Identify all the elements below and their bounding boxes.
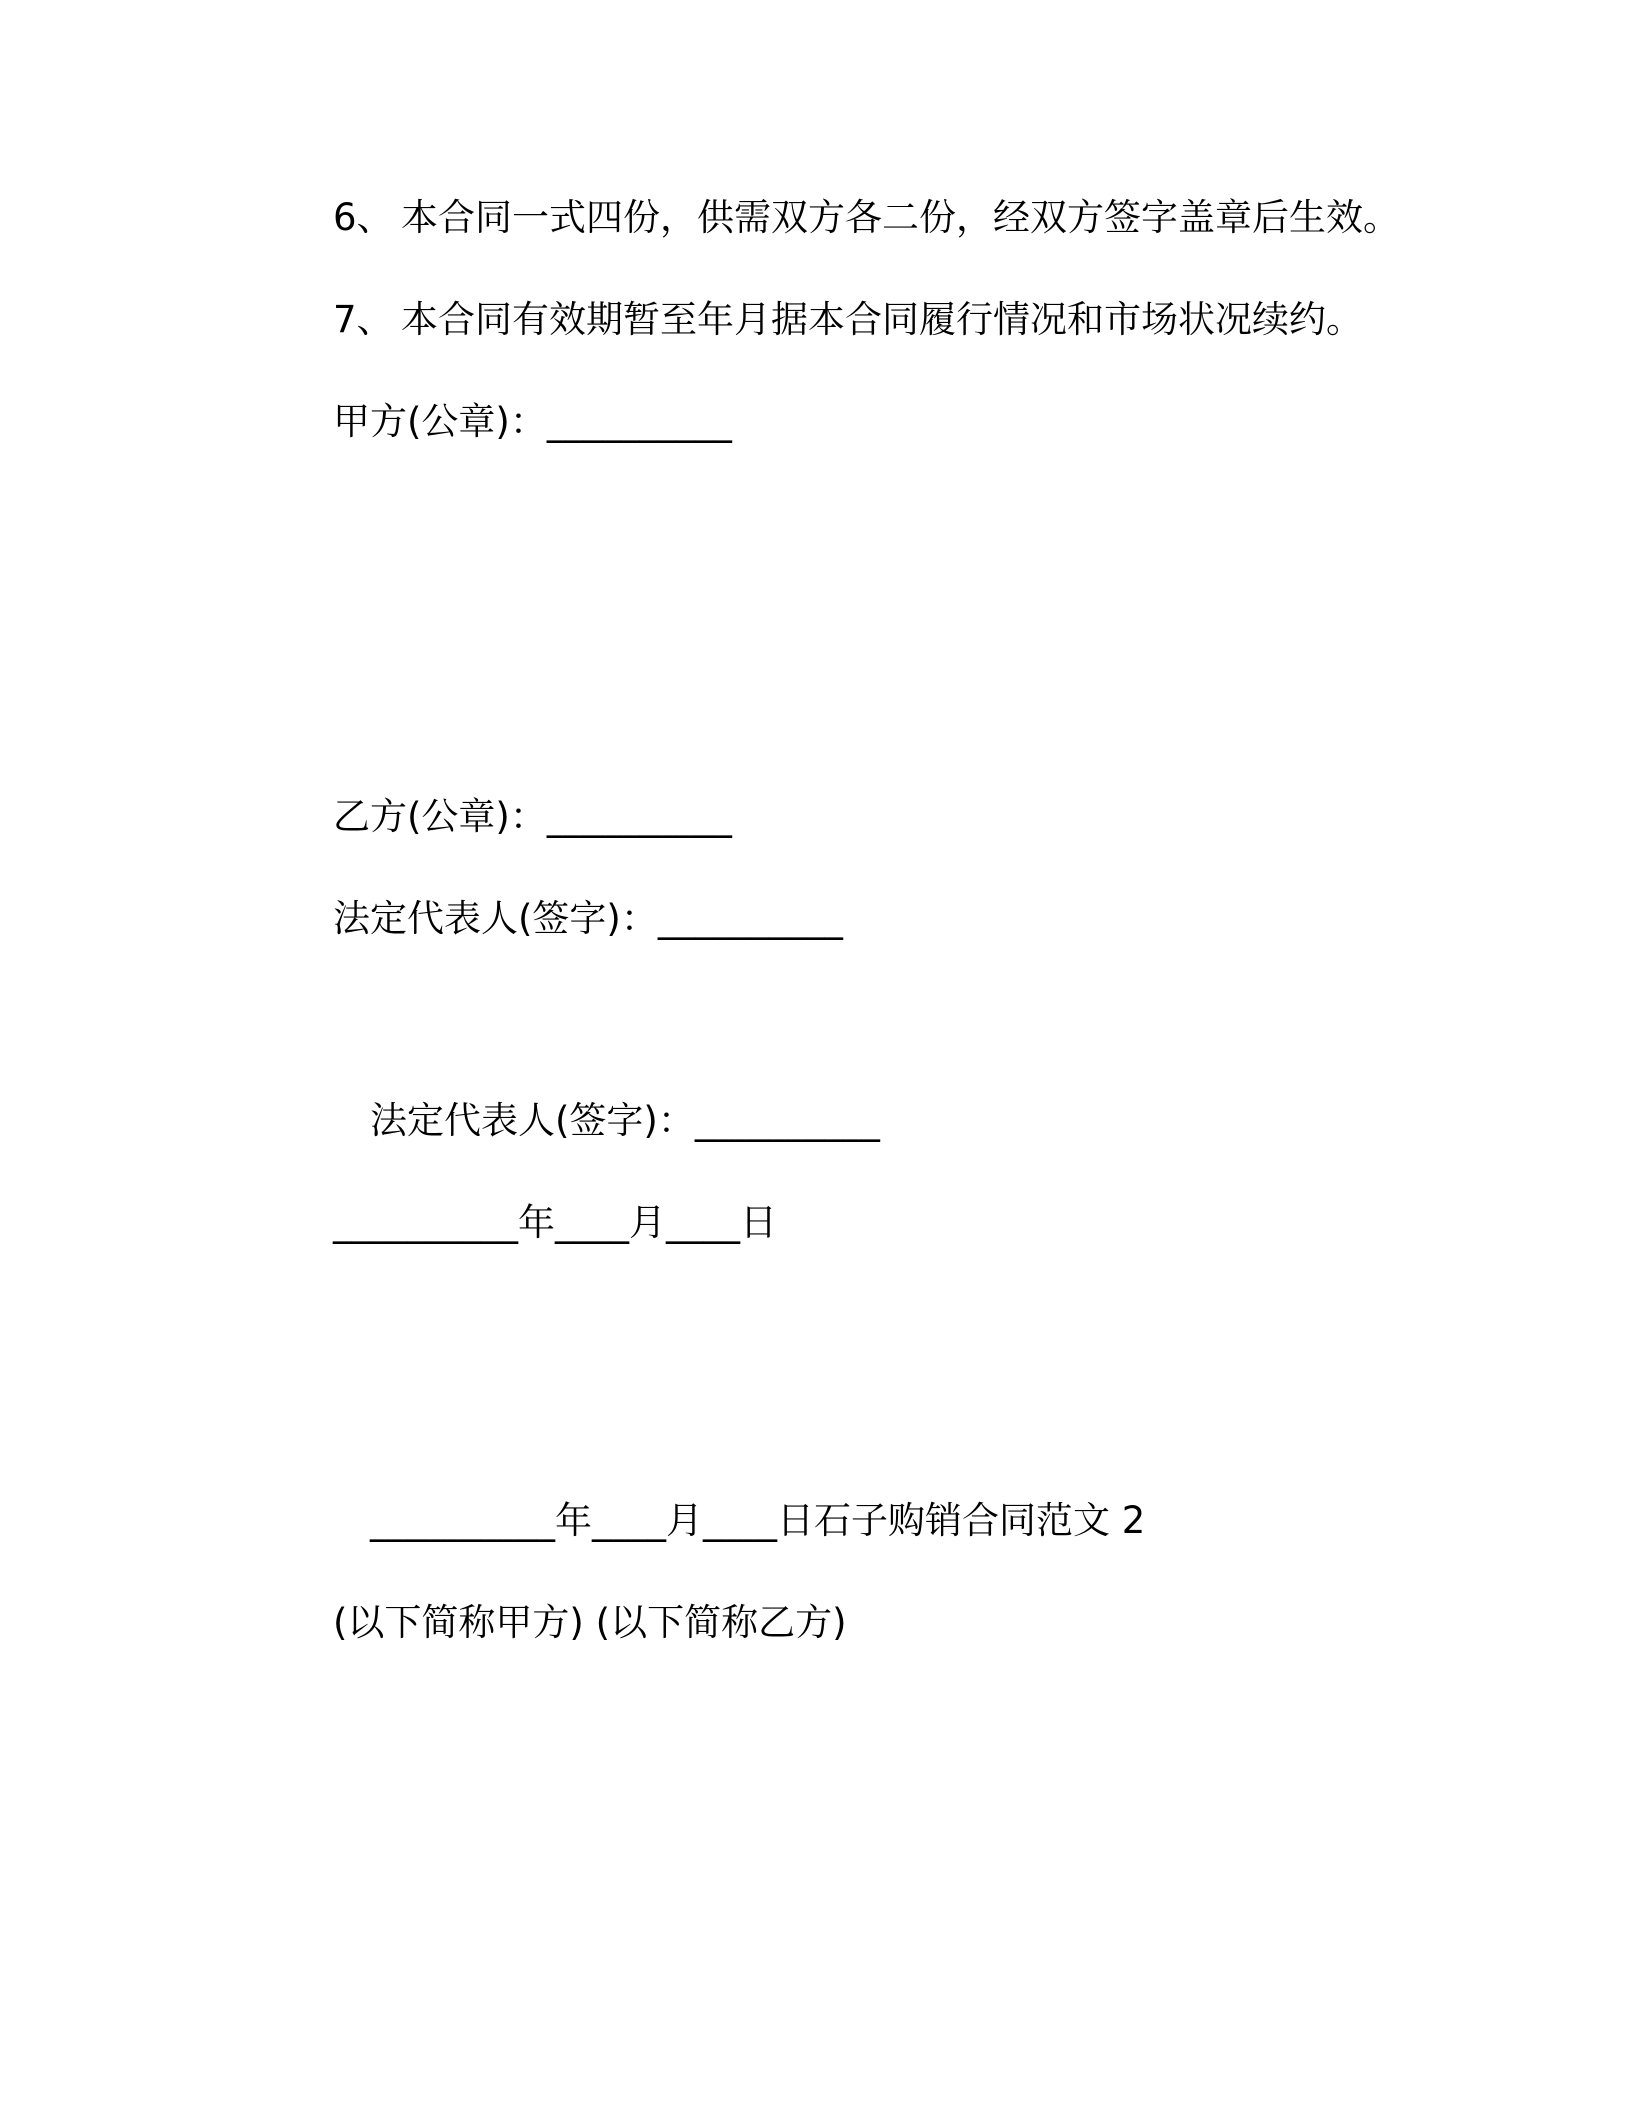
- signing-date: __________年____月____日: [333, 1201, 777, 1244]
- party-b-seal: 乙方(公章)：__________: [333, 795, 732, 838]
- clause-6-number: 6、: [333, 196, 394, 239]
- clause-7-number: 7、: [333, 298, 394, 341]
- party-a-seal: 甲方(公章)：__________: [333, 400, 732, 443]
- legal-rep-signature-b: 法定代表人(签字)：__________: [370, 1099, 880, 1142]
- clause-7: [333, 296, 1363, 344]
- clause-7-text: 本合同有效期暂至年月据本合同履行情况和市场状况续约。: [401, 298, 1363, 341]
- legal-rep-signature-a: 法定代表人(签字)：__________: [333, 897, 843, 940]
- clause-6-text: 本合同一式四份，供需双方各二份，经双方签字盖章后生效。: [401, 196, 1400, 239]
- clause-6: [333, 194, 1400, 242]
- parties-abbreviation: (以下简称甲方) (以下简称乙方): [333, 1601, 847, 1644]
- next-contract-title: __________年____月____日石子购销合同范文 2: [370, 1499, 1146, 1542]
